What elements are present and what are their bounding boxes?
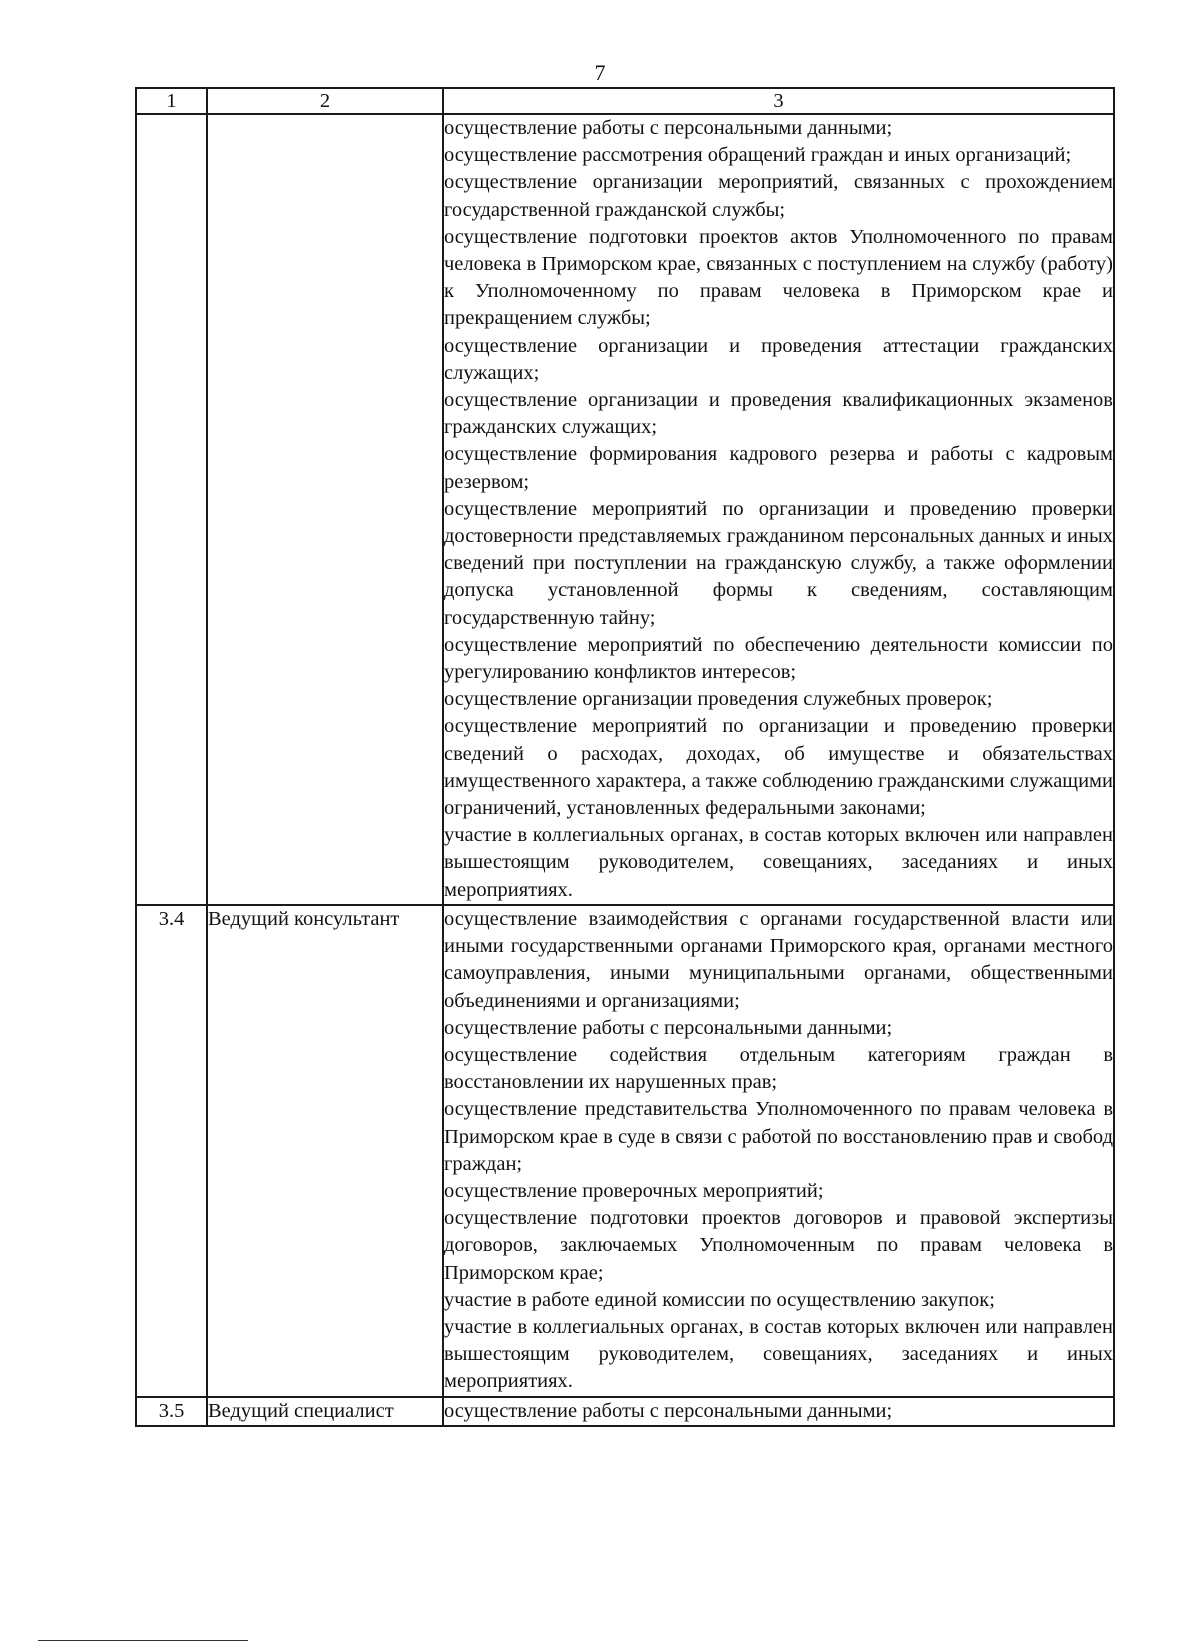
- position-title: Ведущий специалист: [207, 1397, 443, 1426]
- duty-item: осуществление мероприятий по организации и проведению проверки достоверности представляемых гражданином персональных данных и иных сведений при поступлении на гражданскую службу, а также оформлении допуска установленной формы к сведениям, составляющим государственную тайну;: [444, 497, 1113, 629]
- duty-item: осуществление содействия отдельным категориям граждан в восстановлении их нарушенных прав;: [444, 1043, 1113, 1094]
- duty-item: осуществление работы с персональными данными;: [444, 117, 893, 139]
- duty-item: осуществление подготовки проектов договоров и правовой экспертизы договоров, заключаемых Уполномоченным по правам человека в Приморском крае;: [444, 1207, 1113, 1284]
- duty-item: осуществление организации мероприятий, связанных с прохождением государственной гражданской службы;: [444, 171, 1113, 221]
- duties-cell: [443, 114, 1114, 905]
- position-title: Ведущий консультант: [207, 905, 443, 1397]
- duty-item: осуществление организации проведения служебных проверок;: [444, 688, 993, 711]
- duty-item: участие в работе единой комиссии по осуществлению закупок;: [444, 1288, 995, 1311]
- duty-item: осуществление мероприятий по обеспечению деятельности комиссии по урегулированию конфликтов интересов;: [444, 633, 1113, 684]
- duties-cell: [443, 905, 1114, 1397]
- duty-item: осуществление работы с персональными данными;: [444, 1016, 893, 1039]
- duty-item: осуществление мероприятий по организации и проведению проверки сведений о расходах, доходах, об имуществе и обязательствах имущественного характера, а также соблюдению гражданскими служащими ограничений, установленных федеральными законами;: [444, 715, 1113, 820]
- row-number: 3.4: [136, 905, 207, 1397]
- column-header-1: 1: [136, 88, 207, 114]
- table-row: [136, 114, 1114, 905]
- table-header-row: [136, 88, 1114, 114]
- duties-cell: [443, 1397, 1114, 1426]
- duty-item: осуществление проверочных мероприятий;: [444, 1179, 824, 1202]
- duty-item: осуществление организации и проведения аттестации гражданских служащих;: [444, 334, 1113, 384]
- row-number: [136, 114, 207, 905]
- duty-item: участие в коллегиальных органах, в состав которых включен или направлен вышестоящим руководителем, совещаниях, заседаниях и иных мероприятиях.: [444, 824, 1113, 901]
- duty-item: участие в коллегиальных органах, в состав которых включен или направлен вышестоящим руководителем, совещаниях, заседаниях и иных мероприятиях.: [444, 1315, 1113, 1393]
- duty-item: осуществление подготовки проектов актов Уполномоченного по правам человека в Приморском крае, связанных с поступлением на службу (работу) к Уполномоченному по правам человека в Приморском крае и прекращением службы;: [444, 225, 1113, 330]
- table-row: [136, 1397, 1114, 1426]
- row-number: 3.5: [136, 1397, 207, 1426]
- duty-item: осуществление взаимодействия с органами государственной власти или иными государственными органами Приморского края, органами местного самоуправления, иными муниципальными органами, общественными объединениями и организациями;: [444, 907, 1113, 1012]
- duty-item: осуществление рассмотрения обращений граждан и иных организаций;: [444, 144, 1072, 167]
- column-header-2: 2: [207, 88, 443, 114]
- duty-item: осуществление формирования кадрового резерва и работы с кадровым резервом;: [444, 443, 1113, 493]
- duties-table: [135, 87, 1115, 1427]
- position-title: [207, 114, 443, 905]
- duty-item: осуществление работы с персональными данными;: [444, 1399, 893, 1422]
- column-header-3: 3: [443, 88, 1114, 114]
- page-number: 7: [594, 60, 606, 85]
- table-row: [136, 905, 1114, 1397]
- footnote-rule: [38, 1640, 248, 1641]
- duty-item: осуществление организации и проведения квалификационных экзаменов гражданских служащих;: [444, 389, 1113, 439]
- duty-item: осуществление представительства Уполномоченного по правам человека в Приморском крае в суде в связи с работой по восстановлению прав и свобод граждан;: [444, 1098, 1113, 1175]
